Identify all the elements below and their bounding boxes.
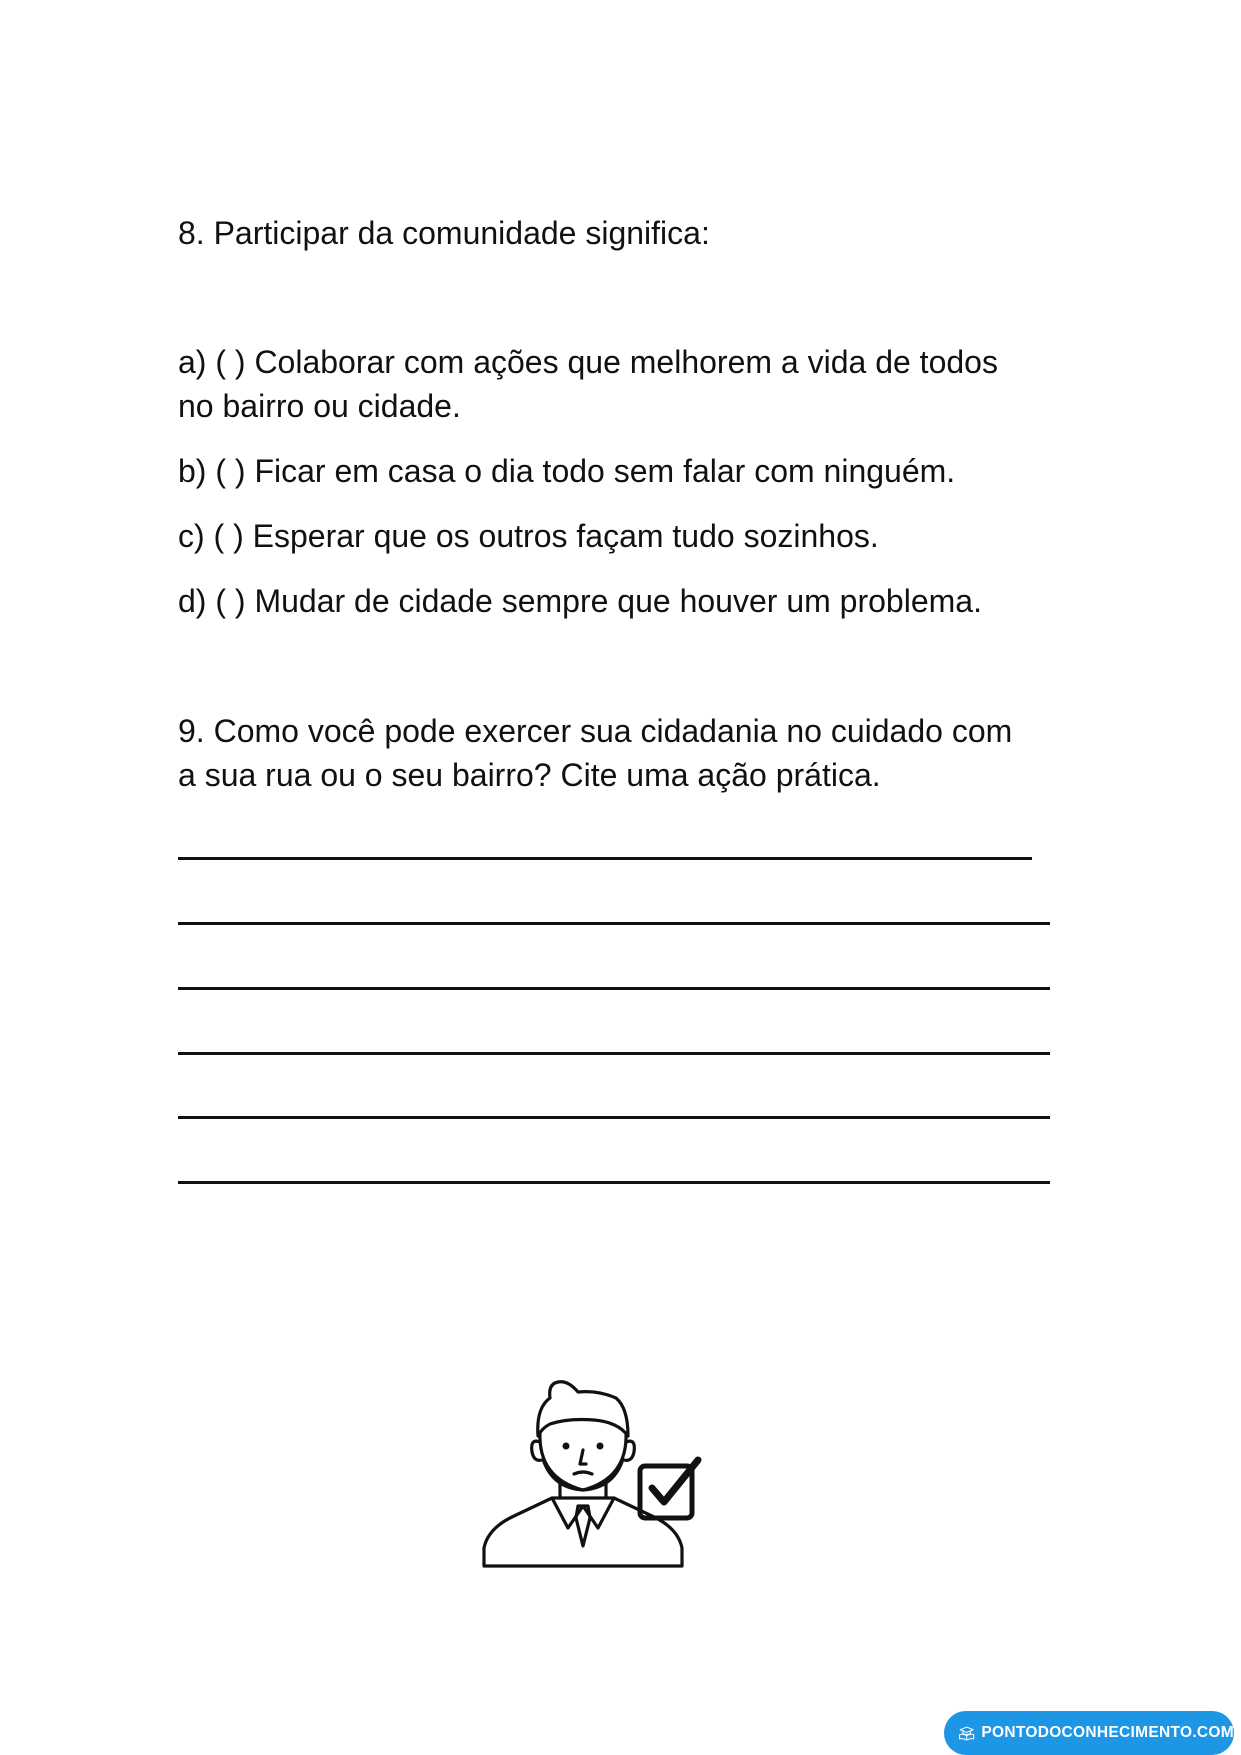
answer-line[interactable]	[178, 922, 1050, 925]
question-8-title: 8. Participar da comunidade significa:	[178, 215, 710, 251]
person-with-checkbox-icon	[478, 1378, 706, 1576]
option-c: c) ( ) Esperar que os outros façam tudo sozinhos.	[178, 518, 879, 554]
site-badge-label: PONTODOCONHECIMENTO.COM	[981, 1724, 1234, 1741]
answer-line[interactable]	[178, 987, 1050, 990]
option-b: b) ( ) Ficar em casa o dia todo sem falar com ninguém.	[178, 453, 956, 489]
answer-line[interactable]	[178, 1181, 1050, 1184]
option-a-line-2: no bairro ou cidade.	[178, 388, 461, 424]
answer-line[interactable]	[178, 1116, 1050, 1119]
option-a-line-1: a) ( ) Colaborar com ações que melhorem a vida de todos	[178, 344, 998, 380]
answer-line[interactable]	[178, 1052, 1050, 1055]
graduation-book-icon	[958, 1719, 975, 1747]
site-badge[interactable]	[944, 1711, 1234, 1755]
answer-line[interactable]	[178, 857, 1032, 860]
question-9-line-1: 9. Como você pode exercer sua cidadania no cuidado com	[178, 713, 1013, 749]
question-9-line-2: a sua rua ou o seu bairro? Cite uma ação prática.	[178, 757, 881, 793]
option-d: d) ( ) Mudar de cidade sempre que houver um problema.	[178, 583, 982, 619]
